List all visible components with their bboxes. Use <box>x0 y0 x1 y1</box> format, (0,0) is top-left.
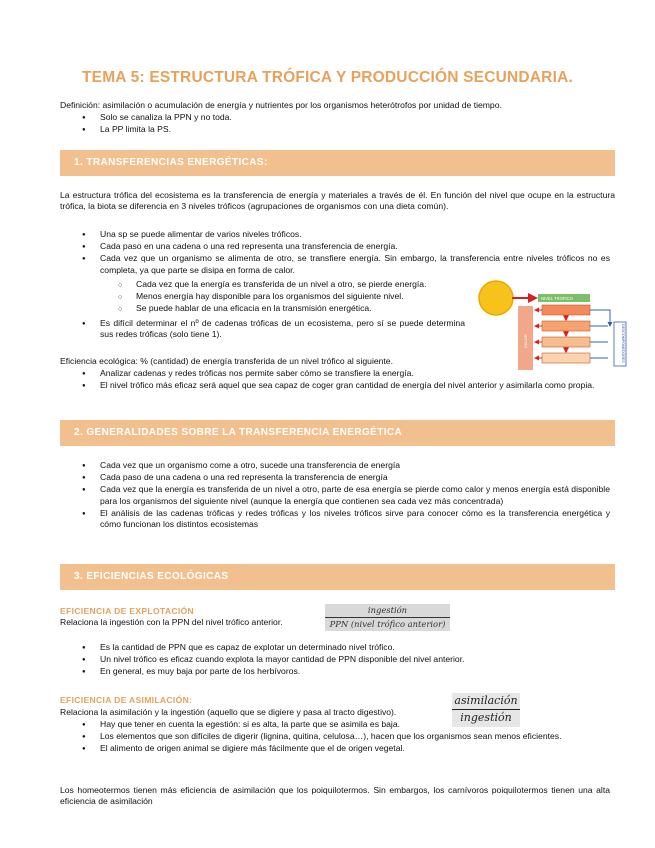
intro-list <box>60 112 615 136</box>
list-item: ● Cada paso de una cadena o una red representa la transferencia de energía <box>60 472 610 483</box>
list-item: ● Cada vez que la energía es transferida de un nivel a otro, parte de esa energía se pierde como calor y menos energía está disponible para los organismos del siguiente nivel (aunque la energía que contienen sea cada vez más concentrada) <box>60 484 610 506</box>
explotacion-formula <box>325 604 450 631</box>
efficiency-list <box>60 368 610 392</box>
list-item: ● Es difícil determinar el nº de cadenas tróficas de un ecosistema, pero sí se puede determina sus redes tróficas (solo tiene 1). <box>60 318 465 340</box>
closing-paragraph: Los homeotermos tienen más eficiencia de asimilación que los poiquilotermos. Sin embargos, los carnívoros poiquilotermos tienen una alta eficiencia de asimilación <box>60 785 610 807</box>
list-item: ● Un nivel trófico es eficaz cuando explota la mayor cantidad de PPN disponible del nivel anterior. <box>60 654 615 665</box>
formula-denominator: ingestión <box>460 711 512 725</box>
formula-numerator: asimilación <box>452 693 520 710</box>
page-title: TEMA 5: ESTRUCTURA TRÓFICA Y PRODUCCIÓN SECUNDARIA. <box>81 69 573 86</box>
section-heading-1: 1. TRANSFERENCIAS ENERGÉTICAS: <box>60 150 615 176</box>
section-heading-3: 3. EFICIENCIAS ECOLÓGICAS <box>60 564 615 590</box>
asimilacion-list <box>60 719 610 756</box>
list-item: ● Cada paso en una cadena o una red representa una transferencia de energía. <box>60 241 610 252</box>
section-heading-2: 2. GENERALIDADES SOBRE LA TRANSFERENCIA ENERGÉTICA <box>60 420 615 446</box>
list-item: ● El análisis de las cadenas tróficas y redes tróficas y los niveles tróficos sirve para conocer cómo es la transferencia energética y cómo funcionan los distintos ecosistemas <box>60 508 610 530</box>
section2-list <box>60 460 610 531</box>
decomposer-arrow <box>590 310 610 326</box>
list-item: ○ Menos energía hay disponible para los organismos del siguiente nivel. <box>60 291 480 302</box>
list-item: ● Analizar cadenas y redes tróficas nos permite saber cómo se transfiere la energía. <box>60 368 610 379</box>
section1-list-last <box>60 318 465 341</box>
list-item: ● La PP limita la PS. <box>60 124 615 135</box>
explotacion-text: Relaciona la ingestión con la PPN del nivel trófico anterior. <box>60 617 283 627</box>
list-item: ● En general, es muy baja por parte de los herbívoros. <box>60 666 615 677</box>
decomposers-label: DESCOMPONEDORES <box>621 324 625 363</box>
herbivores-box <box>542 321 590 331</box>
definition-text: Definición: asimilación o acumulación de energía y nutrientes por los organismos heterótrofos por unidad de tiempo. <box>60 100 502 110</box>
section1-paragraph: La estructura trófica del ecosistema es la transferencia de energía y materiales a través de él. En función del nivel que ocupe en la estructura trófica, la biota se diferencia en 3 niveles tróficos (agrupaciones de organismos con una dieta común). <box>60 190 615 212</box>
list-item: ○ Cada vez que la energía es transferida de un nivel a otro, se pierde energía. <box>60 279 480 290</box>
list-item: ● Una sp se puede alimentar de varios niveles tróficos. <box>60 229 610 240</box>
list-item: ● Cada vez que un organismo come a otro, sucede una transferencia de energía <box>60 460 610 471</box>
carnivores-box <box>542 337 590 347</box>
list-item: ● El nivel trófico más eficaz será aquel que sea capaz de coger gran cantidad de energía del nivel anterior y asimilarla como propia. <box>60 380 610 391</box>
list-item: ● El alimento de origen animal se digiere más fácilmente que el de origen vegetal. <box>60 743 610 754</box>
explotacion-title: EFICIENCIA DE EXPLOTACIÓN <box>60 606 195 616</box>
list-item: ● Es la cantidad de PPN que es capaz de explotar un determinado nivel trófico. <box>60 642 615 653</box>
trophic-level-label: NIVEL TROFICO <box>541 296 573 301</box>
formula-numerator: ingestión <box>325 604 450 618</box>
list-item: ● Hay que tener en cuenta la egestión: si es alta, la parte que se asimila es baja. <box>60 719 610 730</box>
efficiency-definition: Eficiencia ecológica: % (cantidad) de energía transferida de un nivel trófico al siguiente. <box>60 356 393 366</box>
asimilacion-text: Relaciona la asimilación y la ingestión (aquello que se digiere y pasa al tracto digestivo). <box>60 707 397 717</box>
asimilacion-title: EFICIENCIA DE ASIMILACIÓN: <box>60 695 193 705</box>
heat-label: CALOR <box>523 334 528 348</box>
explotacion-list <box>60 642 615 679</box>
list-item: ● Cada vez que un organismo se alimenta de otro, se transfiere energía. Sin embargo, la transferencia entre niveles tróficos no es completa, ya que parte se disipa en forma de calor. <box>60 253 610 275</box>
sun-icon <box>479 281 513 315</box>
producers-box <box>542 305 590 315</box>
section1-sublist <box>60 279 480 316</box>
formula-denominator: PPN (nivel trófico anterior) <box>329 618 446 629</box>
list-item: ● Solo se canaliza la PPN y no toda. <box>60 112 615 123</box>
list-item: ○ Se puede hablar de una eficacia en la transmisión energética. <box>60 303 480 314</box>
list-item: ● Los elementos que son difíciles de digerir (lignina, quitina, celulosa…), hacen que los organismos sean menos eficientes. <box>60 731 610 742</box>
